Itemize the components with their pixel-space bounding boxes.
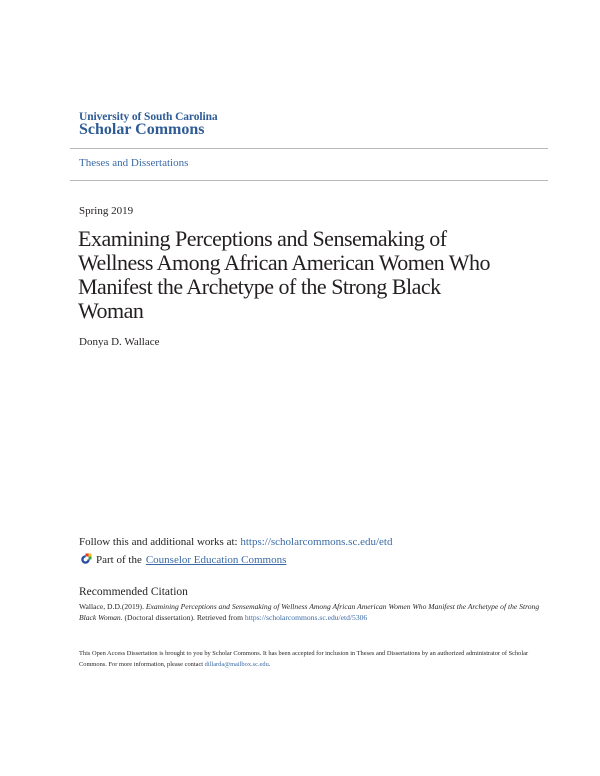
citation-title: Examining Perceptions and Sensemaking of Wellness Among African American Women Who Manifest the Archetype of the Strong Black Woman. — [79, 602, 540, 622]
divider-bottom — [70, 180, 548, 181]
citation-suffix: (Doctoral dissertation). Retrieved from — [122, 613, 245, 622]
publication-date: Spring 2019 — [79, 205, 134, 217]
follow-line — [79, 536, 392, 548]
counselor-education-commons-link[interactable]: Counselor Education Commons — [145, 553, 287, 566]
part-of-label: Part of the — [96, 553, 142, 566]
citation-prefix: Wallace, D.D.(2019). — [79, 602, 146, 611]
title-line: Manifest the Archetype of the Strong Black — [78, 274, 441, 299]
recommended-citation-heading: Recommended Citation — [79, 586, 188, 598]
notice-text: This Open Access Dissertation is brought to you by Scholar Commons. It has been accepted for inclusion in Theses and Dissertations by an authorized administrator of Scholar Commons. For more information, please contact — [79, 650, 529, 668]
title-line: Woman — [78, 298, 144, 323]
bepress-network-icon — [79, 553, 92, 566]
author-name: Donya D. Wallace — [79, 336, 160, 348]
follow-label: Follow this and additional works at: — [79, 536, 241, 548]
divider-top — [70, 148, 548, 149]
open-access-notice — [79, 648, 549, 670]
document-title — [78, 227, 528, 323]
citation-url-link[interactable]: https://scholarcommons.sc.edu/etd/5306 — [244, 613, 368, 622]
repository-name: Scholar Commons — [79, 121, 205, 138]
title-line: Wellness Among African American Women Who — [78, 250, 491, 275]
collection-link[interactable]: Theses and Dissertations — [79, 157, 189, 169]
contact-email-link[interactable]: dillarda@mailbox.sc.edu — [204, 661, 269, 668]
notice-end: . — [268, 661, 271, 668]
title-line: Examining Perceptions and Sensemaking of — [78, 226, 447, 251]
follow-url-link[interactable]: https://scholarcommons.sc.edu/etd — [240, 536, 393, 548]
citation-text — [79, 601, 549, 623]
university-name: University of South Carolina — [79, 111, 218, 123]
part-of-line — [79, 553, 286, 566]
